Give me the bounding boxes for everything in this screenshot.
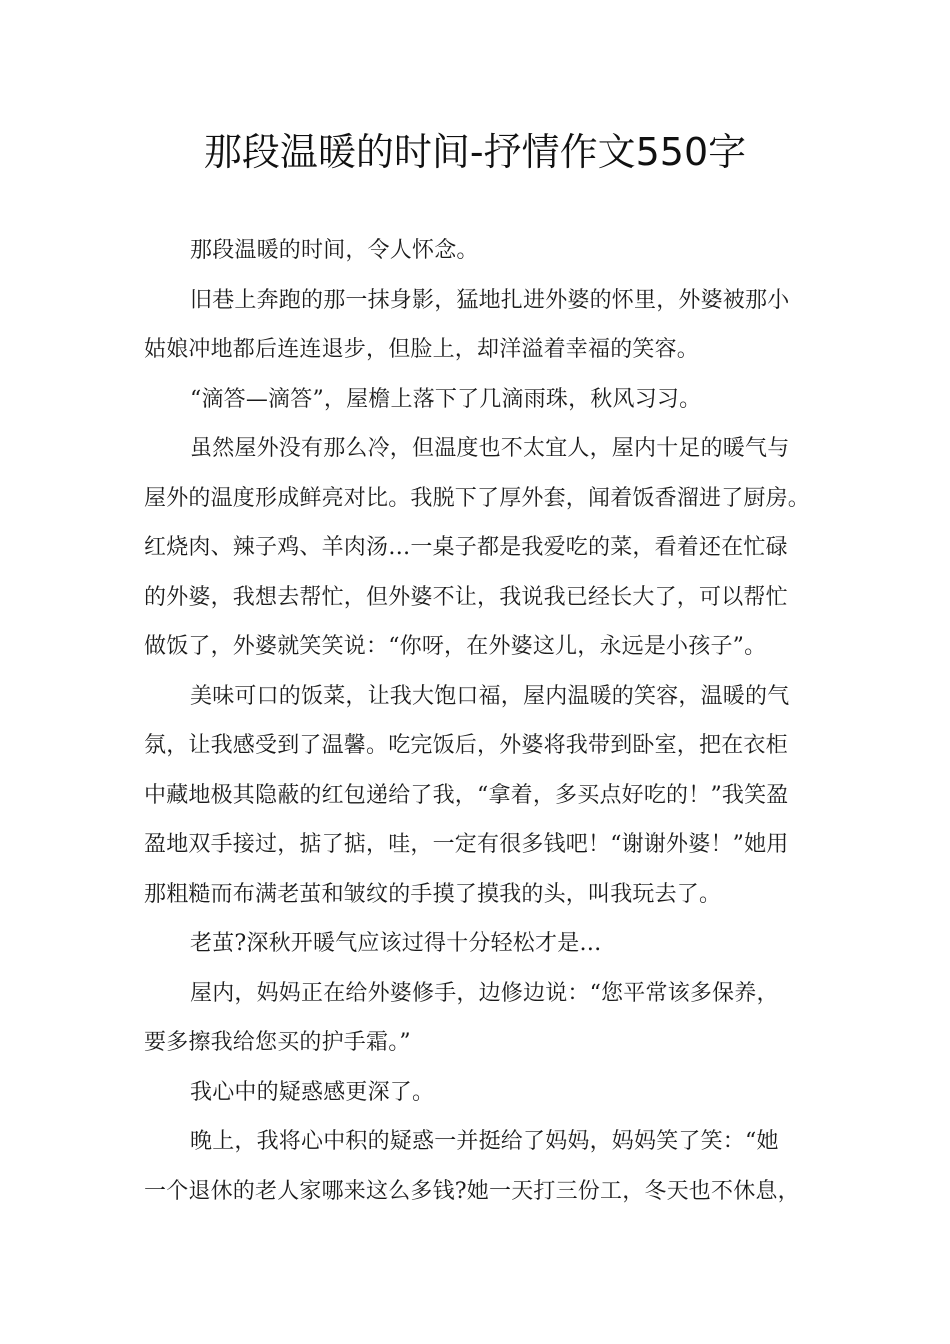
text-line: 盈地双手接过，掂了掂，哇，一定有很多钱吧！“谢谢外婆！”她用 — [144, 832, 789, 857]
text-line: 的外婆，我想去帮忙，但外婆不让，我说我已经长大了，可以帮忙 — [144, 584, 788, 610]
paragraph-6 — [144, 919, 824, 969]
text-line: 旧巷上奔跑的那一抹身影，猛地扎进外婆的怀里，外婆被那小 — [190, 287, 790, 313]
text-line: 氛，让我感受到了温馨。吃完饭后，外婆将我带到卧室，把在衣柜 — [144, 733, 788, 758]
text-line: 做饭了，外婆就笑笑说：“你呀，在外婆这儿，永远是小孩子”。 — [144, 634, 767, 659]
paragraph-3 — [144, 375, 824, 425]
text-line: 红烧肉、辣子鸡、羊肉汤…一桌子都是我爱吃的菜，看着还在忙碌 — [144, 535, 788, 560]
text-line: 姑娘冲地都后连连退步，但脸上，却洋溢着幸福的笑容。 — [144, 337, 700, 362]
text-line: 那段温暖的时间，令人怀念。 — [190, 238, 479, 263]
text-line: 美味可口的饭菜，让我大饱口福，屋内温暖的笑容，温暖的气 — [190, 683, 790, 709]
paragraph-5 — [144, 672, 824, 920]
text-line: 中藏地极其隐蔽的红包递给了我，“拿着，多买点好吃的！”我笑盈 — [144, 782, 789, 808]
text-line: “滴答—滴答”，屋檐上落下了几滴雨珠，秋风习习。 — [190, 386, 702, 412]
text-line: 一个退休的老人家哪来这么多钱?她一天打三份工，冬天也不休息， — [144, 1178, 800, 1204]
text-line: 虽然屋外没有那么冷，但温度也不太宜人，屋内十足的暖气与 — [190, 436, 790, 461]
document-title: 那段温暖的时间-抒情作文550字 — [203, 130, 747, 174]
paragraph-1 — [144, 226, 824, 276]
text-line: 我心中的疑惑感更深了。 — [190, 1079, 435, 1105]
paragraph-7 — [144, 969, 824, 1068]
text-line: 老茧?深秋开暖气应该过得十分轻松才是… — [190, 931, 602, 956]
text-line: 屋外的温度形成鲜亮对比。我脱下了厚外套，闻着饭香溜进了厨房。 — [144, 485, 811, 511]
paragraph-8 — [144, 1068, 824, 1118]
text-line: 要多擦我给您买的护手霜。” — [144, 1030, 411, 1055]
text-line: 屋内，妈妈正在给外婆修手，边修边说：“您平常该多保养， — [190, 980, 779, 1006]
paragraph-9 — [144, 1117, 824, 1216]
text-line: 晚上，我将心中积的疑惑一并挺给了妈妈，妈妈笑了笑：“她 — [190, 1129, 779, 1154]
paragraph-4 — [144, 424, 824, 672]
paragraph-2 — [144, 276, 824, 375]
text-line: 那粗糙而布满老茧和皱纹的手摸了摸我的头，叫我玩去了。 — [144, 881, 722, 907]
document-body — [144, 226, 824, 1216]
